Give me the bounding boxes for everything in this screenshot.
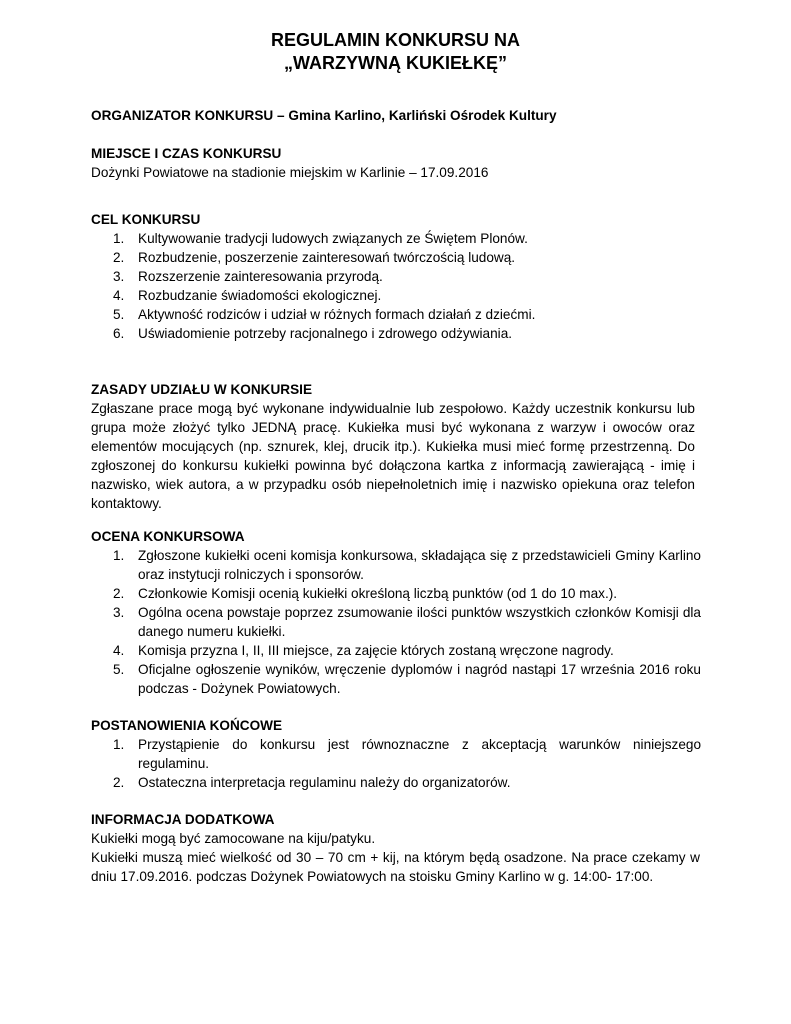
list-item-text: Uświadomienie potrzeby racjonalnego i zdrowego odżywiania. (138, 326, 513, 341)
document-title-line-2: „WARZYWNĄ KUKIEŁKĘ” (284, 53, 507, 73)
list-item (91, 324, 701, 343)
list-item-text: Oficjalne ogłoszenie wyników, wręczenie dyplomów i nagród nastąpi 17 września 2016 roku podczas - Dożynek Powiatowych. (138, 662, 701, 696)
evaluation-heading: OCENA KONKURSOWA (91, 529, 245, 544)
organizer-heading: ORGANIZATOR KONKURSU – Gmina Karlino, Karliński Ośrodek Kultury (91, 108, 557, 123)
list-item (91, 641, 701, 660)
info-line-1: Kukiełki mogą być zamocowane na kiju/patyku. (91, 831, 376, 846)
list-item-text: Ogólna ocena powstaje poprzez zsumowanie ilości punktów wszystkich członków Komisji dla danego numeru kukiełki. (138, 605, 701, 639)
list-number: 3. (113, 605, 125, 620)
list-item-text: Ostateczna interpretacja regulaminu należy do organizatorów. (138, 775, 511, 790)
list-item (91, 584, 701, 603)
list-number: 1. (113, 231, 125, 246)
section-goal (91, 210, 701, 343)
section-rules (91, 380, 701, 513)
list-item (91, 773, 701, 792)
place-time-text: Dożynki Powiatowe na stadionie miejskim w Karlinie – 17.09.2016 (91, 165, 489, 180)
list-item-text: Rozszerzenie zainteresowania przyrodą. (138, 269, 383, 284)
goal-list (91, 229, 701, 343)
list-item (91, 546, 701, 584)
list-number: 3. (113, 269, 125, 284)
list-number: 1. (113, 737, 125, 752)
list-item (91, 229, 701, 248)
list-item (91, 603, 701, 641)
list-number: 1. (113, 548, 125, 563)
final-heading: POSTANOWIENIA KOŃCOWE (91, 718, 283, 733)
list-item (91, 305, 701, 324)
list-item-text: Rozbudzanie świadomości ekologicznej. (138, 288, 382, 303)
section-place-time (91, 144, 701, 182)
evaluation-list (91, 546, 701, 698)
list-item (91, 267, 701, 286)
final-list (91, 735, 701, 792)
list-item-text: Członkowie Komisji ocenią kukiełki określoną liczbą punktów (od 1 do 10 max.). (138, 586, 618, 601)
list-number: 4. (113, 288, 125, 303)
list-item (91, 735, 701, 773)
list-number: 2. (113, 586, 125, 601)
info-heading: INFORMACJA DODATKOWA (91, 812, 275, 827)
list-item (91, 248, 701, 267)
goal-heading: CEL KONKURSU (91, 212, 201, 227)
list-item-text: Aktywność rodziców i udział w różnych formach działań z dziećmi. (138, 307, 536, 322)
section-evaluation (91, 527, 701, 698)
section-final-provisions (91, 716, 701, 792)
list-item (91, 660, 701, 698)
info-paragraph: Kukiełki muszą mieć wielkość od 30 – 70 cm + kij, na którym będą osadzone. Na prace czekamy w dniu 17.09.2016. podczas Dożynek Powiatowych na stoisku Gminy Karlino w g. 14:00- 17:00. (91, 850, 700, 884)
list-item-text: Rozbudzenie, poszerzenie zainteresowań twórczością ludową. (138, 250, 516, 265)
list-number: 4. (113, 643, 125, 658)
list-item-text: Zgłoszone kukiełki oceni komisja konkursowa, składająca się z przedstawicieli Gminy Karlino oraz instytucji rolniczych i sponsorów. (138, 548, 701, 582)
list-item-text: Przystąpienie do konkursu jest równoznaczne z akceptacją warunków niniejszego regulaminu. (138, 737, 701, 771)
rules-paragraph: Zgłaszane prace mogą być wykonane indywidualnie lub zespołowo. Każdy uczestnik konkursu lub grupa może złożyć tylko JEDNĄ pracę. Kukiełka musi być wykonana z warzyw i owoców oraz elementów mocujących (np. sznurek, klej, drucik itp.). Kukiełka musi mieć formę przestrzenną. Do zgłoszonej do konkursu kukiełki powinna być dołączona kartka z informacją zawierającą - imię i nazwisko, wiek autora, a w przypadku osób niepełnoletnich imię i nazwisko opiekuna oraz telefon kontaktowy. (91, 401, 695, 511)
rules-heading: ZASADY UDZIAŁU W KONKURSIE (91, 382, 313, 397)
list-item-text: Komisja przyzna I, II, III miejsce, za zajęcie których zostaną wręczone nagrody. (138, 643, 614, 658)
list-item-text: Kultywowanie tradycji ludowych związanych ze Świętem Plonów. (138, 231, 528, 246)
list-item (91, 286, 701, 305)
section-additional-info (91, 810, 701, 886)
place-time-heading: MIEJSCE I CZAS KONKURSU (91, 146, 282, 161)
list-number: 2. (113, 775, 125, 790)
list-number: 2. (113, 250, 125, 265)
list-number: 5. (113, 307, 125, 322)
section-organizer (91, 106, 701, 125)
list-number: 5. (113, 662, 125, 677)
document-title-line-1: REGULAMIN KONKURSU NA (271, 30, 520, 50)
list-number: 6. (113, 326, 125, 341)
